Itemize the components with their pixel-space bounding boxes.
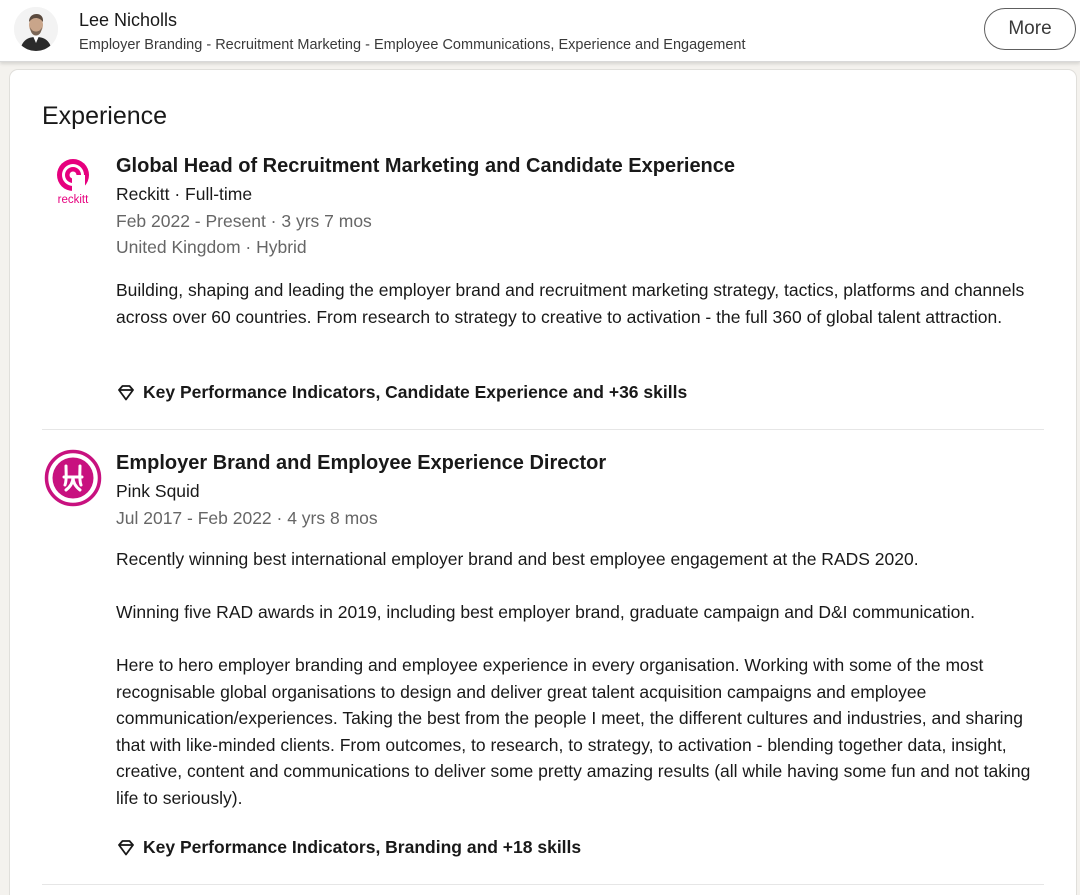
skills-link-1[interactable] [116, 382, 687, 403]
profile-name[interactable]: Lee Nicholls [79, 10, 178, 30]
description-1: Building, shaping and leading the employer brand and recruitment marketing strategy, tactics, platforms and channels across over 60 countries. From research to strategy to creative to activation - the full 360 of global talent attraction. [116, 280, 1025, 327]
reckitt-logo[interactable] [44, 154, 102, 212]
divider [42, 429, 1044, 430]
skills-text-1: Key Performance Indicators, Candidate Experience and +36 skills [143, 382, 688, 402]
skills-text-2: Key Performance Indicators, Branding and +18 skills [143, 837, 582, 857]
description-2-para-3: Here to hero employer branding and employee experience in every organisation. Working with some of the most recognisable global organisations to design and deliver great talent acquisition campaigns and employee communication/experiences. Taking the best from the people I meet, the different cultures and industries, and sharing that with like-minded clients. From outcomes, to research, to strategy, to activation - blending together data, insight, creative, content and communications to deliver some pretty amazing results (all while having some fun and not taking life to seriously). [116, 655, 1031, 808]
avatar[interactable] [14, 7, 58, 51]
experience-section [10, 70, 1076, 895]
profile-photo-icon [14, 7, 58, 51]
reckitt-logo-text: reckitt [57, 194, 89, 206]
pink-squid-logo-icon [44, 449, 102, 507]
description-2-para-1: Recently winning best international employer brand and best employee engagement at the RADS 2020. [116, 549, 919, 569]
dates-1: Feb 2022 - Present · 3 yrs 7 mos [116, 211, 372, 231]
diamond-icon [116, 838, 136, 858]
reckitt-logo-icon [44, 154, 102, 212]
description-2-para-2: Winning five RAD awards in 2019, including best employer brand, graduate campaign and D&I communication. [116, 602, 975, 622]
skills-link-2[interactable] [116, 837, 581, 858]
section-title: Experience [42, 102, 168, 130]
divider [42, 884, 1044, 885]
profile-sticky-header [0, 0, 1080, 62]
role-title-2[interactable]: Employer Brand and Employee Experience Director [116, 452, 607, 474]
diamond-icon [116, 383, 136, 403]
company-2: Pink Squid [116, 481, 200, 501]
dates-2: Jul 2017 - Feb 2022 · 4 yrs 8 mos [116, 508, 378, 528]
role-title-1[interactable]: Global Head of Recruitment Marketing and Candidate Experience [116, 155, 736, 177]
more-button[interactable]: More [984, 8, 1076, 50]
company-1: Reckitt · Full-time [116, 184, 253, 204]
profile-headline: Employer Branding - Recruitment Marketing - Employee Communications, Experience and Engagement [79, 37, 746, 53]
location-1: United Kingdom · Hybrid [116, 237, 307, 257]
pink-squid-logo[interactable] [44, 449, 102, 507]
